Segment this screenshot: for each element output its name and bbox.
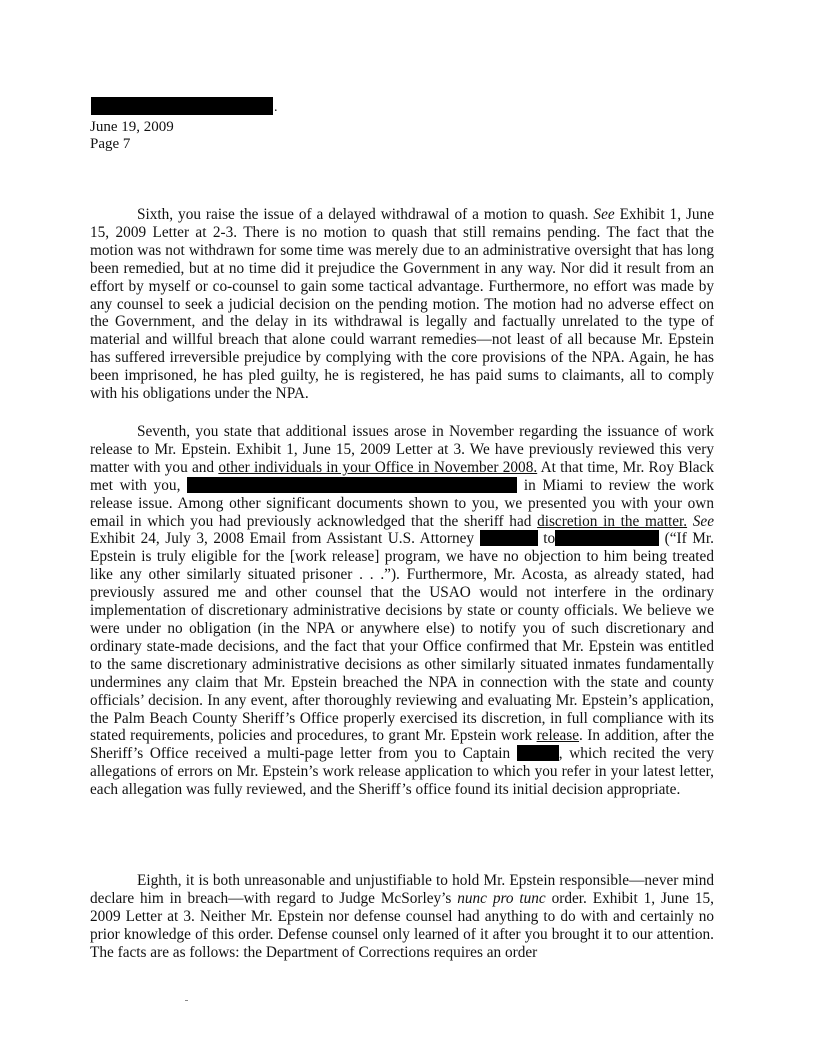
paragraph-seventh: Seventh, you state that additional issues arose in November regarding the issuance of work release to Mr. Epstein. Exhibit 1, June 15, 2009 Letter at 3. We have previously reviewed this very matter with you and other individuals in your Office in November 2008. At that time, Mr. Roy Black met with you, in Miami to review the work release issue. Among other significant documents shown to you, we presented you with your own email in which you had previously acknowledged that the sheriff had discretion in the matter. See Exhibit 24, July 3, 2008 Email from Assistant U.S. Attorney to (“If Mr. Epstein is truly eligible for the [work release] program, we have no objection to him being treated like any other similarly situated prisoner . . .”). Furthermore, Mr. Acosta, as already stated, had previously assured me and other counsel that the USAO would not interfere in the ordinary implementation of discretionary administrative decisions by state or county officials. We believe we were under no obligation (in the NPA or anywhere else) to notify you of such discretionary and ordinary state-made decisions, and the fact that your Office confirmed that Mr. Epstein was entitled to the same discretionary administrative decisions as other similarly situated inmates fundamentally undermines any claim that Mr. Epstein breached the NPA in connection with the state and county officials’ decision. In any event, after thoroughly reviewing and evaluating Mr. Epstein’s application, the Palm Beach County Sheriff’s Office properly exercised its discretion, in full compliance with its stated requirements, policies and procedures, to grant Mr. Epstein work release. In addition, after the Sheriff’s Office received a multi-page letter from you to Captain , which recited the very allegations of errors on Mr. Epstein’s work release application to which you refer in your latest letter, each allegation was fully reviewed, and the Sheriff’s office found its initial decision appropriate. <box>90 423 715 799</box>
page-number: Page 7 <box>90 136 131 152</box>
paragraph-eighth: Eighth, it is both unreasonable and unjustifiable to hold Mr. Epstein responsible—never mind declare him in breach—with regard to Judge McSorley’s nunc pro tunc order. Exhibit 1, June 15, 2009 Letter at 3. Neither Mr. Epstein nor defense counsel had anything to do with and certainly no prior knowledge of this order. Defense counsel only learned of it after you brought it to our attention. The facts are as follows: the Department of Corrections requires an order <box>90 872 715 961</box>
header-period: . <box>274 100 278 115</box>
redaction-block <box>480 530 538 546</box>
letter-date: June 19, 2009 <box>90 119 174 135</box>
paragraph-sixth: Sixth, you raise the issue of a delayed withdrawal of a motion to quash. See Exhibit 1, June 15, 2009 Letter at 2-3. There is no motion to quash that still remains pending. The fact that the motion was not withdrawn for some time was merely due to an administrative oversight that has long been remedied, but at no time did it prejudice the Government in any way. Nor did it result from an effort by myself or co-counsel to gain some tactical advantage. Furthermore, no effort was made by any counsel to seek a judicial decision on the pending motion. The motion had no adverse effect on the Government, and the delay in its withdrawal is legally and factually unrelated to the type of material and willful breach that alone could warrant remedies—not least of all because Mr. Epstein has suffered irreversible prejudice by complying with the core provisions of the NPA. Again, he has been imprisoned, he has pled guilty, he is registered, he has paid sums to claimants, all to comply with his obligations under the NPA. <box>90 206 714 403</box>
scan-speck <box>185 1000 188 1001</box>
redaction-block <box>517 745 559 761</box>
recipient-redaction <box>91 97 273 115</box>
redaction-block <box>555 530 659 546</box>
redaction-block <box>187 477 517 493</box>
